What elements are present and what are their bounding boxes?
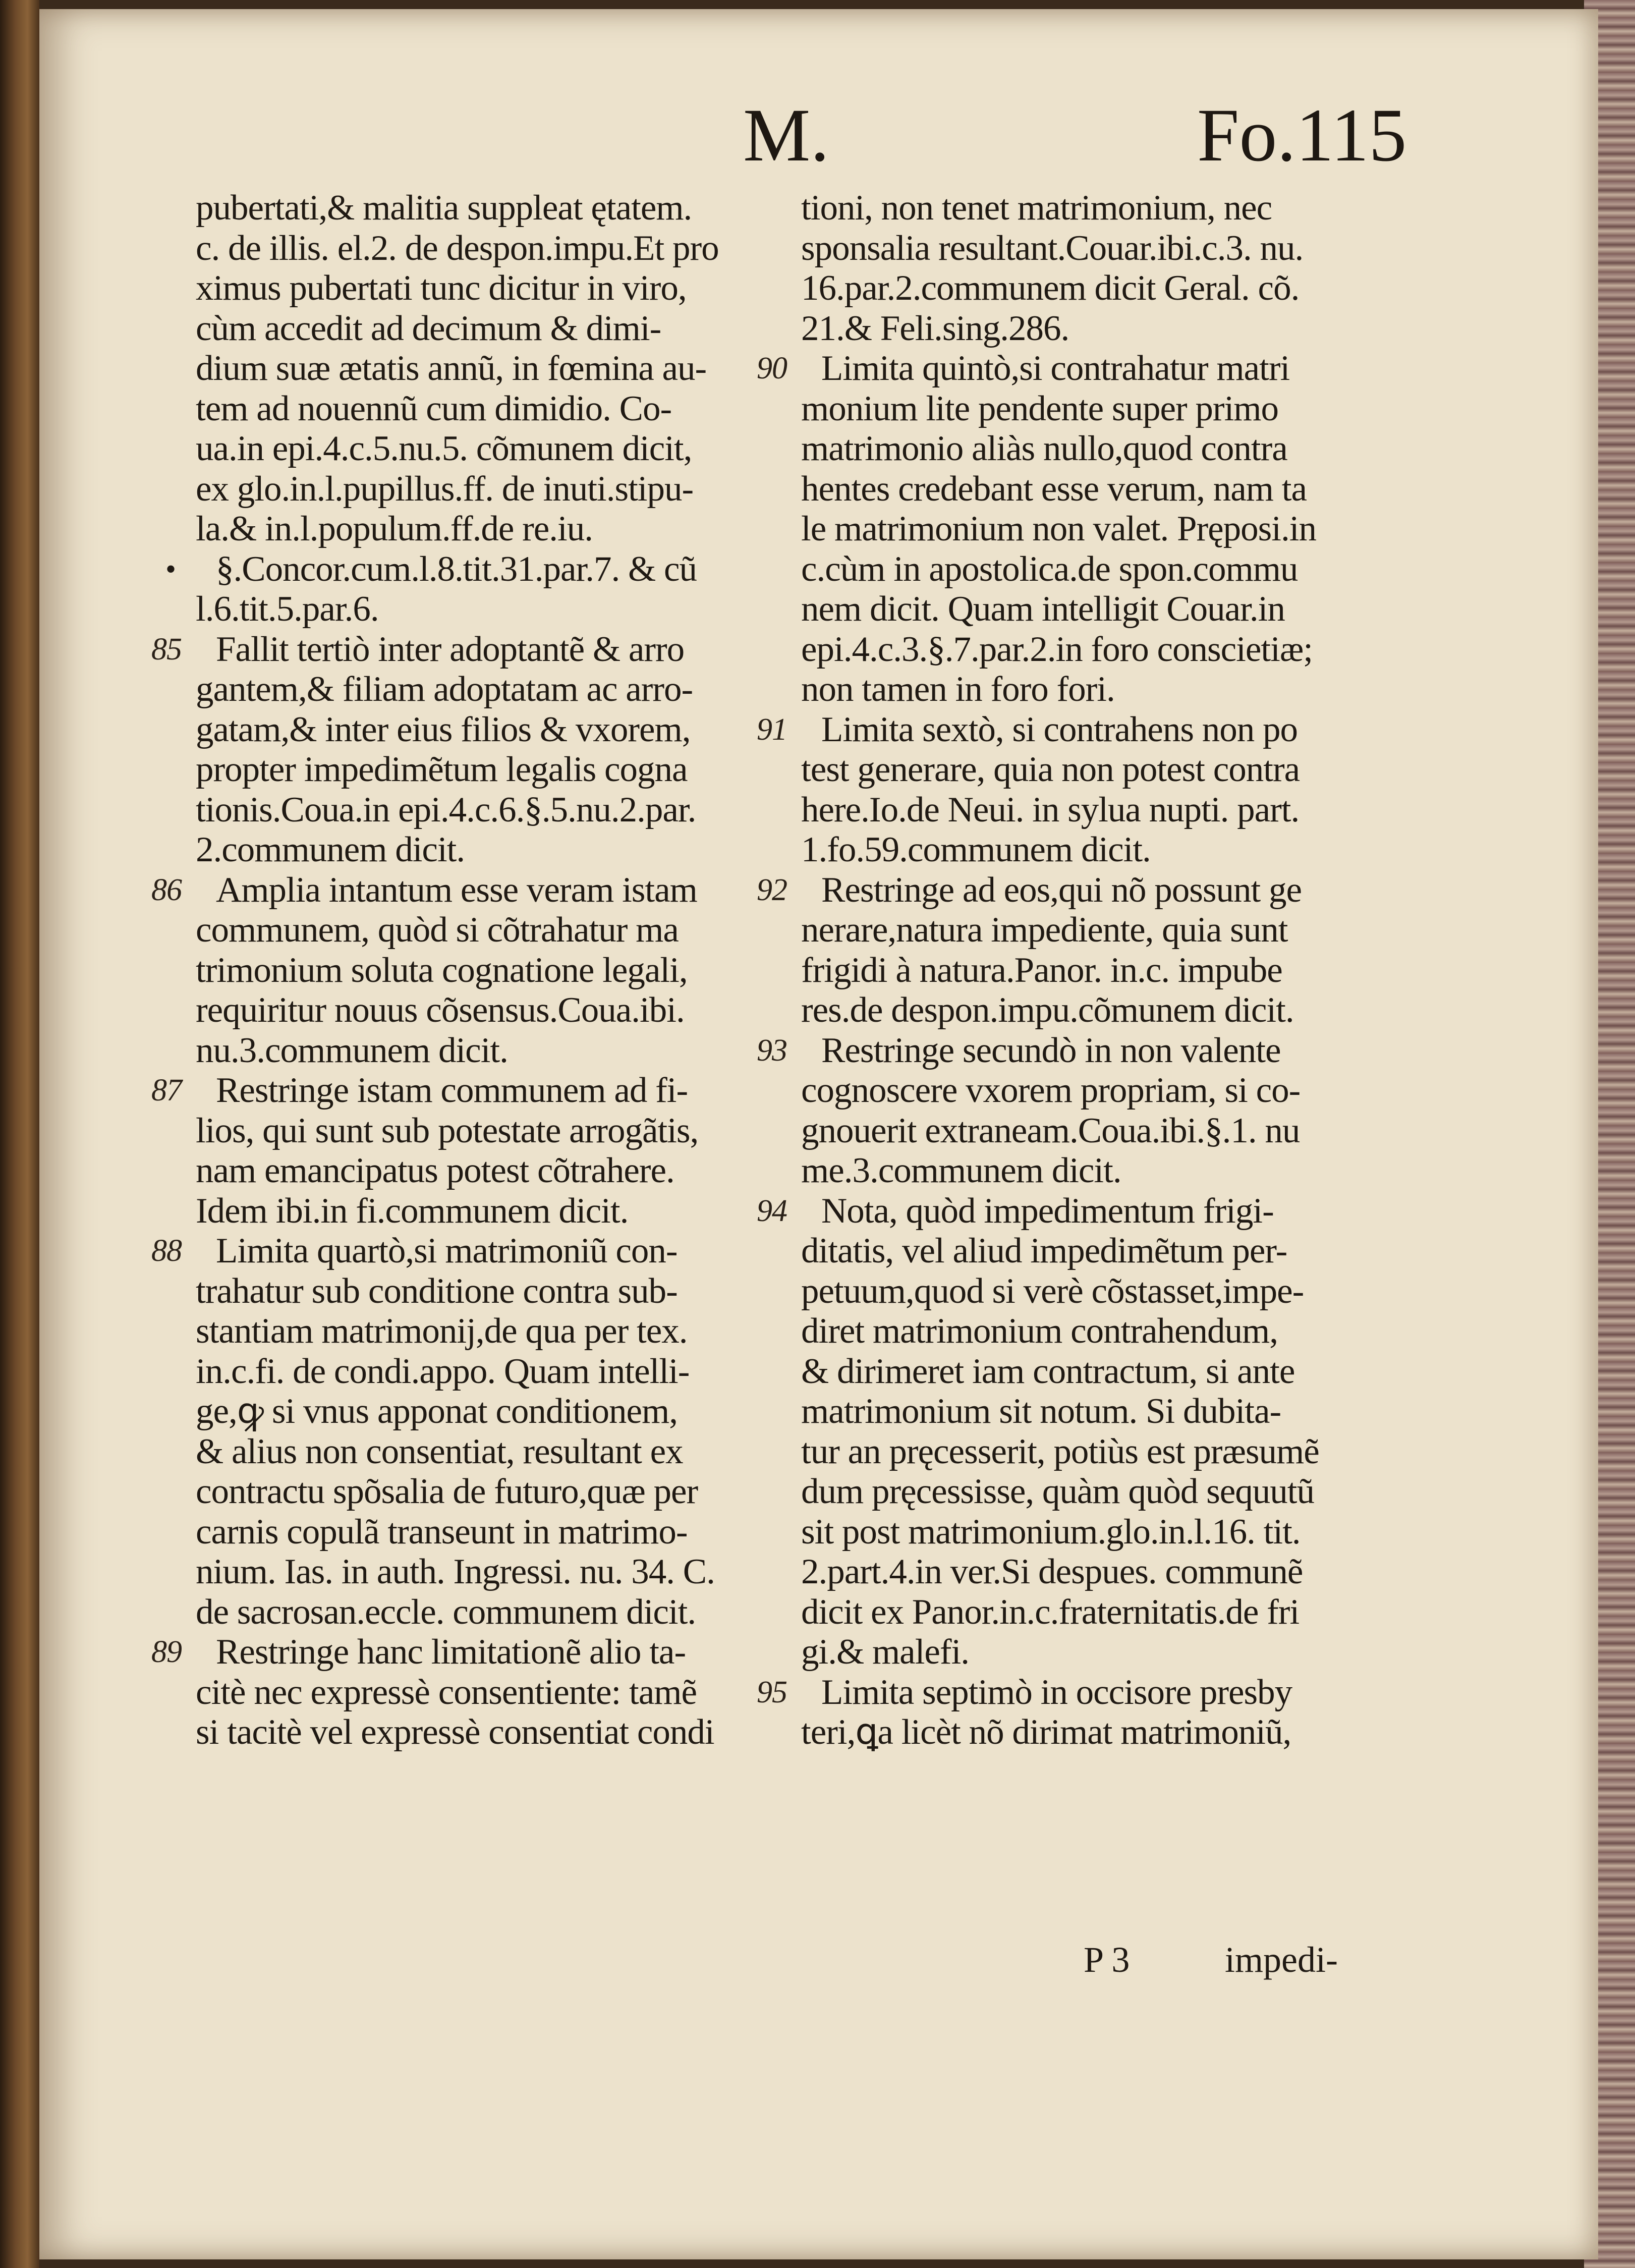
text-line: ex glo.in.l.pupillus.ff. de inuti.stipu- bbox=[196, 469, 694, 509]
text-line: Restringe hanc limitationẽ alio ta- bbox=[216, 1632, 686, 1672]
text-line: dum pręcessisse, quàm quòd sequutũ bbox=[801, 1472, 1315, 1511]
text-line: Amplia intantum esse veram istam bbox=[216, 870, 697, 910]
text-line: trahatur sub conditione contra sub- bbox=[196, 1271, 678, 1311]
text-line: hentes credebant esse verum, nam ta bbox=[801, 469, 1307, 509]
text-line: gantem,& filiam adoptatam ac arro- bbox=[196, 670, 693, 709]
text-line: Idem ibi.in fi.communem dicit. bbox=[196, 1191, 629, 1231]
paragraph bbox=[151, 870, 741, 1071]
text-line: & dirimeret iam contractum, si ante bbox=[801, 1351, 1295, 1391]
text-line: tur an pręcesserit, potiùs est præsumẽ bbox=[801, 1431, 1319, 1471]
bullet-mark: • bbox=[165, 552, 176, 586]
text-line: Limita septimò in occisore presby bbox=[821, 1672, 1292, 1712]
text-line: teri,ꝗa licèt nõ dirimat matrimoniũ, bbox=[801, 1712, 1291, 1752]
book-page bbox=[39, 9, 1598, 2259]
right-column bbox=[757, 188, 1391, 1753]
marginal-number: 89 bbox=[151, 1635, 182, 1669]
paragraph bbox=[757, 1191, 1391, 1673]
marginal-number: 88 bbox=[151, 1234, 182, 1268]
text-line: petuum,quod si verè cõstasset,impe- bbox=[801, 1271, 1304, 1311]
text-line: contractu spõsalia de futuro,quæ per bbox=[196, 1472, 698, 1511]
marginal-number: 87 bbox=[151, 1073, 182, 1108]
text-line: nerare,natura impediente, quia sunt bbox=[801, 910, 1288, 950]
text-line: gnouerit extraneam.Coua.ibi.§.1. nu bbox=[801, 1111, 1300, 1150]
paragraph bbox=[151, 1632, 741, 1753]
text-line: carnis copulã transeunt in matrimo- bbox=[196, 1512, 688, 1552]
text-line: trimonium soluta cognatione legali, bbox=[196, 950, 688, 990]
paragraph bbox=[757, 709, 1391, 870]
text-line: here.Io.de Neui. in sylua nupti. part. bbox=[801, 790, 1300, 829]
text-line: dium suæ ætatis annũ, in fœmina au- bbox=[196, 349, 707, 388]
left-column bbox=[151, 188, 741, 1753]
paragraph bbox=[165, 549, 741, 630]
text-line: res.de despon.impu.cõmunem dicit. bbox=[801, 990, 1294, 1030]
text-line: nium. Ias. in auth. Ingressi. nu. 34. C. bbox=[196, 1552, 715, 1591]
text-line: Limita quintò,si contrahatur matri bbox=[821, 349, 1290, 388]
text-line: me.3.communem dicit. bbox=[801, 1151, 1121, 1190]
text-line: nem dicit. Quam intelligit Couar.in bbox=[801, 589, 1285, 629]
paragraph bbox=[151, 629, 741, 870]
text-line: ua.in epi.4.c.5.nu.5. cõmunem dicit, bbox=[196, 429, 692, 468]
text-line: pubertati,& malitia suppleat ętatem. bbox=[196, 188, 692, 228]
text-line: Fallit tertiò inter adoptantẽ & arro bbox=[216, 629, 685, 669]
text-line: c.cùm in apostolica.de spon.commu bbox=[801, 549, 1298, 589]
text-line: cognoscere vxorem propriam, si co- bbox=[801, 1071, 1301, 1110]
marginal-number: 93 bbox=[757, 1033, 787, 1068]
paragraph bbox=[757, 349, 1391, 710]
text-line: ditatis, vel aliud impedimẽtum per- bbox=[801, 1231, 1287, 1270]
text-line: 21.& Feli.sing.286. bbox=[801, 308, 1069, 348]
text-line: & alius non consentiat, resultant ex bbox=[196, 1431, 683, 1471]
text-line: nam emancipatus potest cõtrahere. bbox=[196, 1151, 674, 1190]
section-letter: M. bbox=[743, 93, 829, 177]
text-line: ge,ꝙ si vnus apponat conditionem, bbox=[196, 1392, 678, 1431]
text-line: citè nec expressè consentiente: tamẽ bbox=[196, 1672, 697, 1712]
paragraph bbox=[757, 870, 1391, 1031]
text-line: tem ad nouennũ cum dimidio. Co- bbox=[196, 389, 672, 428]
text-line: propter impedimẽtum legalis cogna bbox=[196, 750, 688, 789]
text-line: cùm accedit ad decimum & dimi- bbox=[196, 308, 661, 348]
text-line: Restringe istam communem ad fi- bbox=[216, 1071, 688, 1110]
signature-mark: P 3 bbox=[1084, 1940, 1130, 1980]
catchword: impedi- bbox=[1225, 1940, 1338, 1980]
text-line: de sacrosan.eccle. communem dicit. bbox=[196, 1592, 696, 1632]
text-line: sponsalia resultant.Couar.ibi.c.3. nu. bbox=[801, 228, 1304, 268]
text-line: non tamen in foro fori. bbox=[801, 670, 1115, 709]
paragraph bbox=[757, 1672, 1391, 1753]
text-line: test generare, quia non potest contra bbox=[801, 750, 1300, 789]
paragraph bbox=[151, 1071, 741, 1231]
text-line: stantiam matrimonij,de qua per tex. bbox=[196, 1311, 688, 1351]
text-line: c. de illis. el.2. de despon.impu.Et pro bbox=[196, 228, 719, 268]
marginal-number: 86 bbox=[151, 872, 182, 907]
text-line: in.c.fi. de condi.appo. Quam intelli- bbox=[196, 1351, 690, 1391]
text-line: matrimonium sit notum. Si dubita- bbox=[801, 1392, 1281, 1431]
text-line: §.Concor.cum.l.8.tit.31.par.7. & cũ bbox=[216, 549, 697, 589]
marginal-number: 91 bbox=[757, 712, 787, 747]
text-line: epi.4.c.3.§.7.par.2.in foro conscietiæ; bbox=[801, 629, 1313, 669]
text-line: si tacitè vel expressè consentiat condi bbox=[196, 1712, 714, 1752]
paragraph bbox=[151, 1231, 741, 1632]
text-line: matrimonio aliàs nullo,quod contra bbox=[801, 429, 1287, 468]
text-line: Nota, quòd impedimentum frigi- bbox=[821, 1191, 1274, 1231]
text-line: communem, quòd si cõtrahatur ma bbox=[196, 910, 679, 950]
text-line: tionis.Coua.in epi.4.c.6.§.5.nu.2.par. bbox=[196, 790, 696, 829]
text-line: l.6.tit.5.par.6. bbox=[196, 589, 379, 629]
text-line: requiritur nouus cõsensus.Coua.ibi. bbox=[196, 990, 685, 1030]
paragraph bbox=[801, 188, 1391, 349]
marginal-number: 92 bbox=[757, 872, 787, 907]
text-line: 1.fo.59.communem dicit. bbox=[801, 830, 1151, 869]
text-line: nu.3.communem dicit. bbox=[196, 1030, 508, 1070]
marginal-number: 85 bbox=[151, 632, 182, 667]
text-line: gatam,& inter eius filios & vxorem, bbox=[196, 709, 691, 749]
text-line: Restringe ad eos,qui nõ possunt ge bbox=[821, 870, 1302, 910]
text-line: lios, qui sunt sub potestate arrogãtis, bbox=[196, 1111, 699, 1150]
text-line: 2.part.4.in ver.Si despues. communẽ bbox=[801, 1552, 1303, 1591]
paragraph bbox=[757, 1030, 1391, 1191]
text-line: 2.communem dicit. bbox=[196, 830, 465, 869]
text-line: Limita quartò,si matrimoniũ con- bbox=[216, 1231, 678, 1270]
marginal-number: 94 bbox=[757, 1193, 787, 1228]
text-line: la.& in.l.populum.ff.de re.iu. bbox=[196, 509, 593, 548]
text-line: Limita sextò, si contrahens non po bbox=[821, 709, 1298, 749]
marginal-number: 90 bbox=[757, 351, 787, 385]
text-line: ximus pubertati tunc dicitur in viro, bbox=[196, 268, 687, 308]
paragraph bbox=[196, 188, 741, 549]
text-line: tioni, non tenet matrimonium, nec bbox=[801, 188, 1272, 228]
text-line: Restringe secundò in non valente bbox=[821, 1030, 1281, 1070]
text-line: 16.par.2.communem dicit Geral. cõ. bbox=[801, 268, 1300, 308]
text-line: gi.& malefi. bbox=[801, 1632, 970, 1672]
book-binding bbox=[0, 0, 39, 2268]
text-line: dicit ex Panor.in.c.fraternitatis.de fri bbox=[801, 1592, 1300, 1632]
text-line: monium lite pendente super primo bbox=[801, 389, 1279, 428]
folio-number: Fo.115 bbox=[1197, 93, 1407, 177]
text-line: diret matrimonium contrahendum, bbox=[801, 1311, 1278, 1351]
text-line: sit post matrimonium.glo.in.l.16. tit. bbox=[801, 1512, 1301, 1552]
text-line: le matrimonium non valet. Pręposi.in bbox=[801, 509, 1316, 548]
marginal-number: 95 bbox=[757, 1675, 787, 1709]
text-line: frigidi à natura.Panor. in.c. impube bbox=[801, 950, 1282, 990]
